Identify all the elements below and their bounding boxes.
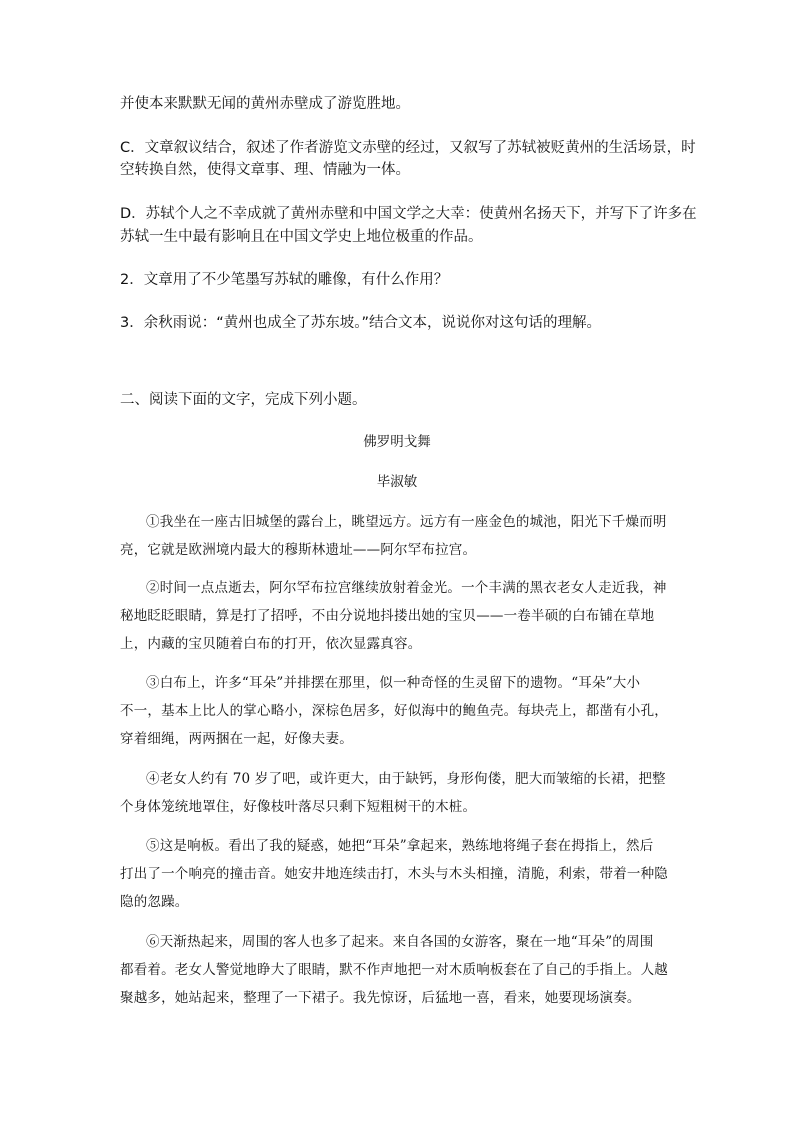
passage-title: 佛罗明戈舞: [363, 434, 431, 450]
paragraph-line: 都看着。老女人警觉地睁大了眼睛，默不作声地把一对木质响板套在了自己的手指上。人越: [120, 962, 668, 978]
section-heading: 二、阅读下面的文字，完成下列小题。: [120, 392, 367, 408]
paragraph-line: 个身体笼统地罩住，好像枝叶落尽只剩下短粗树干的木桩。: [120, 799, 477, 815]
text-line: 并使本来默默无闻的黄州赤壁成了游览胜地。: [120, 96, 410, 112]
paragraph-line: ④老女人约有 70 岁了吧，或许更大，由于缺钙，身形佝偻，肥大而皱缩的长裙，把整: [146, 771, 666, 787]
question-2: 2．文章用了不少笔墨写苏轼的雕像，有什么作用？: [120, 272, 449, 288]
option-d-line: D．苏轼个人之不幸成就了黄州赤壁和中国文学之大幸：使黄州名扬天下，并写下了许多在: [120, 206, 697, 222]
paragraph-line: ②时间一点点逝去，阿尔罕布拉宫继续放射着金光。一个丰满的黑衣老女人走近我，神: [146, 580, 667, 596]
paragraph-line: 亮，它就是欧洲境内最大的穆斯林遗址——阿尔罕布拉宫。: [120, 542, 477, 558]
paragraph-line: 上，内藏的宝贝随着白布的打开，依次显露真容。: [120, 636, 422, 652]
paragraph-line: 聚越多，她站起来，整理了一下裙子。我先惊讶，后猛地一喜，看来，她要现场演奏。: [120, 990, 641, 1006]
option-d-line: 苏轼一生中最有影响且在中国文学史上地位极重的作品。: [120, 229, 483, 245]
paragraph-line: 不一，基本上比人的掌心略小，深棕色居多，好似海中的鲍鱼壳。每块壳上，都凿有小孔，: [120, 703, 668, 719]
paragraph-line: 秘地眨眨眼睛，算是打了招呼，不由分说地抖搂出她的宝贝——一卷半硕的白布铺在草地: [120, 608, 655, 624]
paragraph-line: 打出了一个响亮的撞击音。她安井地连续击打，木头与木头相撞，清脆，利索，带着一种隐: [120, 866, 668, 882]
paragraph-line: ③白布上，许多“耳朵”并排摆在那里，似一种奇怪的生灵留下的遗物。“耳朵”大小: [146, 675, 641, 691]
paragraph-line: 穿着细绳，两两捆在一起，好像夫妻。: [120, 731, 353, 747]
option-c-line: C．文章叙议结合，叙述了作者游览文赤壁的经过，又叙写了苏轼被贬黄州的生活场景，时: [120, 140, 696, 156]
option-c-line: 空转换自然，使得文章事、理、情融为一体。: [120, 162, 410, 178]
passage-author: 毕淑敏: [376, 474, 418, 490]
paragraph-line: 隐的忽躁。: [120, 894, 189, 910]
paragraph-line: ①我坐在一座古旧城堡的露台上，眺望远方。远方有一座金色的城池，阳光下千燥而明: [146, 514, 667, 530]
question-3: 3．余秋雨说：“黄州也成全了苏东坡。”结合文本，说说你对这句话的理解。: [120, 315, 601, 331]
paragraph-line: ⑤这是响板。看出了我的疑惑，她把“耳朵”拿起来，熟练地将绳子套在拇指上，然后: [146, 838, 654, 854]
paragraph-line: ⑥天渐热起来，周围的客人也多了起来。来自各国的女游客，聚在一地“耳朵”的周围: [146, 934, 654, 950]
